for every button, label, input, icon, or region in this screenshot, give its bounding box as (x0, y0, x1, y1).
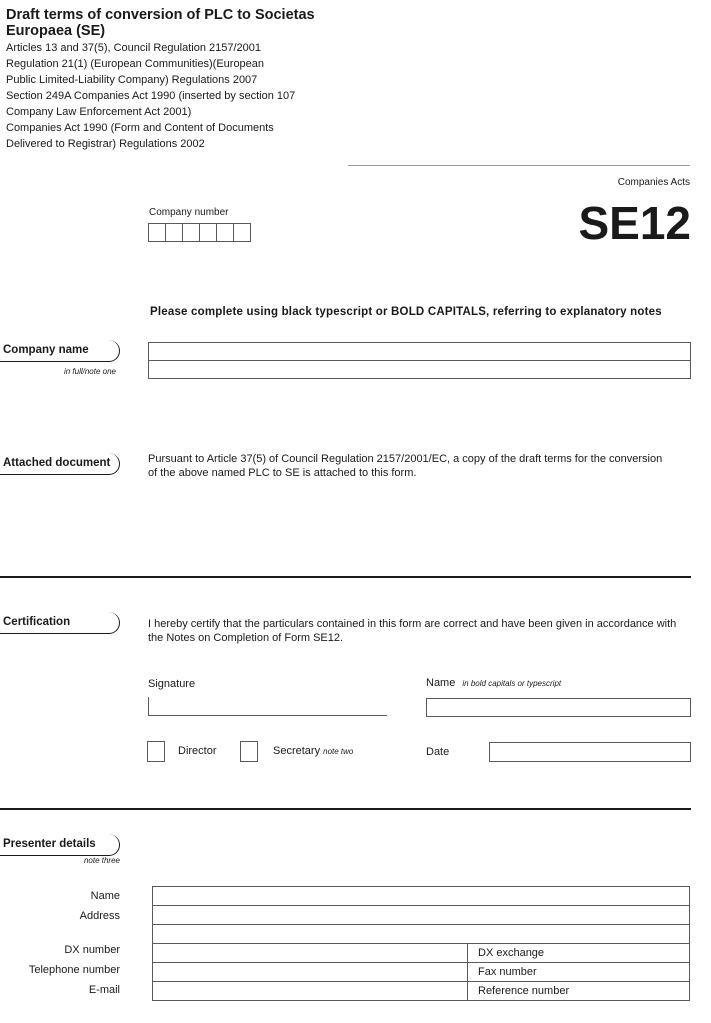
secretary-note: note two (323, 747, 354, 756)
reference-line: Public Limited-Liability Company) Regulations 2007 (6, 74, 258, 86)
form-code: SE12 (578, 197, 691, 249)
dx-number-input[interactable] (153, 944, 468, 963)
director-checkbox[interactable] (147, 741, 165, 762)
name-input[interactable] (426, 698, 691, 717)
form-title: Draft terms of conversion of PLC to Societas Europaea (SE) (6, 7, 315, 39)
section-divider (0, 808, 691, 810)
director-label: Director (178, 745, 217, 757)
company-name-tab: Company name (0, 340, 120, 362)
dx-number-label: DX number (64, 944, 120, 956)
secretary-label: Secretary (273, 745, 321, 757)
company-number-digit[interactable] (233, 223, 251, 242)
company-name-note: in full/note one (63, 367, 116, 376)
reference-line: Companies Act 1990 (Form and Content of Documents (6, 122, 274, 134)
name-label: Name (426, 677, 456, 689)
fax-label: Fax number (478, 966, 537, 978)
presenter-address-input[interactable] (153, 906, 690, 925)
secretary-checkbox[interactable] (240, 741, 258, 762)
presenter-address-input[interactable] (153, 925, 690, 944)
dx-exchange-field[interactable] (468, 944, 690, 963)
date-label: Date (426, 746, 450, 758)
company-number-digit[interactable] (216, 223, 234, 242)
presenter-note: note three (83, 856, 120, 865)
attached-document-text: Pursuant to Article 37(5) of Council Regulation 2157/2001/EC, a copy of the draft terms for the conversion of the above named PLC to SE is attached to this form. (148, 453, 663, 479)
company-number-digit[interactable] (148, 223, 166, 242)
header-divider (348, 165, 690, 166)
company-number-digit[interactable] (199, 223, 217, 242)
company-number-label: Company number (149, 207, 229, 218)
legal-references (6, 40, 295, 152)
presenter-address-label: Address (79, 910, 120, 922)
name-note: in bold capitals or typescript (462, 679, 562, 688)
company-number-digit[interactable] (182, 223, 200, 242)
certification-text: I hereby certify that the particulars contained in this form are correct and have been given in accordance with the Notes on Completion of Form SE12. (148, 618, 677, 644)
company-number-field[interactable] (148, 223, 251, 242)
telephone-input[interactable] (153, 963, 468, 982)
company-name-input-line1[interactable] (148, 342, 691, 361)
signature-field[interactable] (148, 697, 387, 716)
telephone-label: Telephone number (28, 964, 120, 976)
company-name-input-line2[interactable] (148, 360, 691, 379)
companies-acts-label: Companies Acts (617, 177, 690, 188)
secretary-label-group (273, 745, 353, 757)
reference-line: Company Law Enforcement Act 2001) (6, 106, 192, 118)
reference-label: Reference number (478, 985, 570, 997)
email-label: E-mail (88, 984, 120, 996)
name-label-group (426, 677, 561, 689)
fax-field[interactable] (468, 963, 690, 982)
presenter-name-input[interactable] (153, 887, 690, 906)
presenter-name-label: Name (90, 890, 120, 902)
instructions: Please complete using black typescript or BOLD CAPITALS, referring to explanatory notes (150, 306, 662, 318)
presenter-table (152, 886, 690, 1001)
attached-document-tab: Attached document (0, 453, 120, 475)
certification-tab: Certification (0, 612, 120, 634)
dx-exchange-label: DX exchange (478, 947, 545, 959)
signature-label: Signature (148, 678, 196, 690)
reference-field[interactable] (468, 982, 690, 1001)
section-divider (0, 576, 691, 578)
email-input[interactable] (153, 982, 468, 1001)
date-input[interactable] (489, 742, 691, 762)
reference-line: Articles 13 and 37(5), Council Regulation 2157/2001 (6, 42, 261, 54)
reference-line: Delivered to Registrar) Regulations 2002 (6, 138, 205, 150)
reference-line: Section 249A Companies Act 1990 (inserted by section 107 (6, 90, 296, 102)
presenter-details-tab: Presenter details (0, 834, 120, 856)
reference-line: Regulation 21(1) (European Communities)(European (6, 58, 265, 70)
company-number-digit[interactable] (165, 223, 183, 242)
